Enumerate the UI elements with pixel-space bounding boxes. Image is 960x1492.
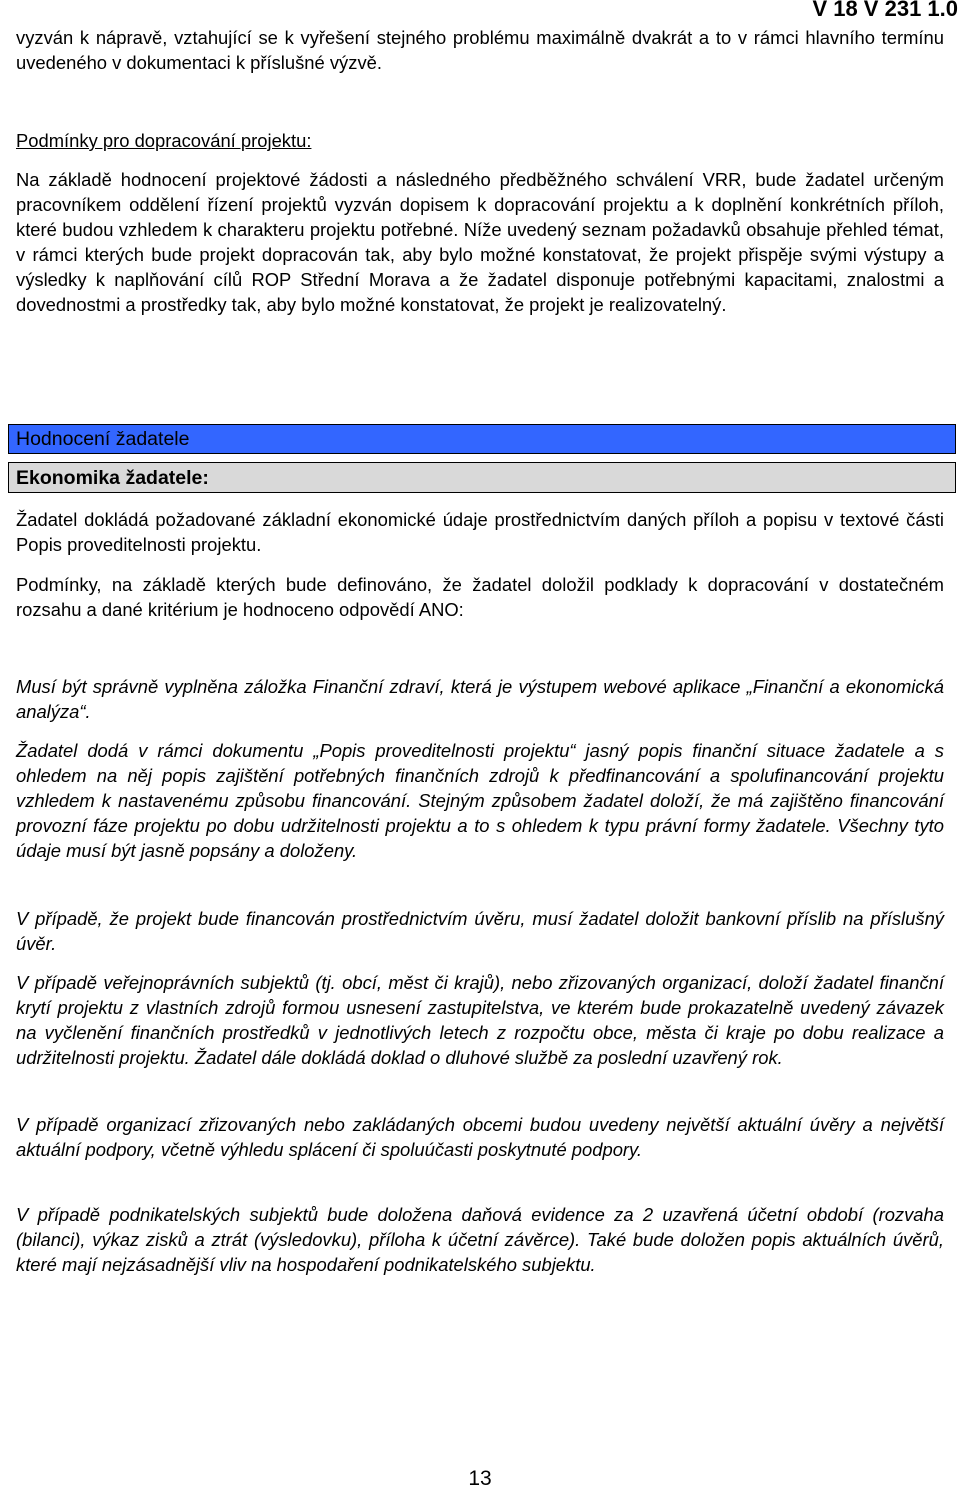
requirement-public-entities: V případě veřejnoprávních subjektů (tj. obcí, měst či krajů), nebo zřizovaných organizací, doloží žadatel finanční krytí projektu z vlastních zdrojů formou usnesení zastupitelstva, ve kterém bude prokazatelně uvedený závazek na vyčlenění finančních prostředků v jednotlivých letech z rozpočtu obce, města či kraje po dobu realizace a udržitelnosti projektu. Žadatel dále dokládá doklad o dluhové službě za poslední uzavřený rok. [16, 972, 944, 1068]
section-title-band [8, 424, 956, 454]
conditions-body-part2: Níže uvedený seznam požadavků obsahuje přehled témat, v rámci kterých bude projekt dopracován tak, aby bylo možné konstatovat, že projekt přispěje svými výstupy a výsledky k naplňování cílů ROP Střední Morava a že žadatel disponuje potřebnými kapacitami, znalostmi a dovednostmi a prostředky tak, aby bylo možné konstatovat, že projekt je realizovatelný. [16, 219, 944, 315]
requirement-business-entities: V případě podnikatelských subjektů bude doložena daňová evidence za 2 uzavřená účetní období (rozvaha (bilanci), výkaz zisků a ztrát (výsledovku), příloha k účetní závěrce). Také bude doložen popis aktuálních úvěrů, které mají nejzásadnější vliv na hospodaření podnikatelského subjektu. [16, 1204, 944, 1275]
section-subtitle-band [8, 462, 956, 493]
conditions-body [16, 167, 944, 317]
requirement-feasibility-description: Žadatel dodá v rámci dokumentu „Popis proveditelnosti projektu“ jasný popis finanční situace žadatele a s ohledem na něj popis zajištění potřebných finančních zdrojů k předfinancování a spolufinancování projektu vzhledem k nastavenému způsobu financování. Stejným způsobem žadatel doloží, že má zajištěno financování provozní fáze projektu po dobu udržitelnosti projektu a to s ohledem k typu právní formy žadatele. Všechny tyto údaje musí být jasně popsány a doloženy. [16, 740, 944, 861]
intro-continuation: vyzván k nápravě, vztahující se k vyřešení stejného problému maximálně dvakrát a to v rámci hlavního termínu uvedeného v dokumentaci k příslušné výzvě. [16, 27, 944, 73]
requirement-financial-health: Musí být správně vyplněna záložka Finanční zdraví, která je výstupem webové aplikace „Finanční a ekonomická analýza“. [16, 676, 944, 722]
requirement-bank-loan: V případě, že projekt bude financován prostřednictvím úvěru, musí žadatel doložit bankovní příslib na příslušný úvěr. [16, 908, 944, 954]
section-subtitle: Ekonomika žadatele: [16, 467, 209, 489]
economics-paragraph-1: Žadatel dokládá požadované základní ekonomické údaje prostřednictvím daných příloh a popisu v textové části Popis proveditelnosti projektu. [16, 509, 944, 555]
section-title: Hodnocení žadatele [16, 428, 190, 450]
document-version: V 18 V 231 1.0 [812, 0, 958, 21]
economics-paragraph-2: Podmínky, na základě kterých bude definováno, že žadatel doložil podklady k dopracování v dostatečném rozsahu a dané kritérium je hodnoceno odpovědí ANO: [16, 574, 944, 620]
conditions-heading: Podmínky pro dopracování projektu: [16, 130, 312, 151]
conditions-body-part1: Na základě hodnocení projektové žádosti a následného předběžného schválení VRR, bude žadatel určeným pracovníkem oddělení řízení projektů vyzván dopisem k dopracování projektu a k doplnění konkrétních příloh, které budou vzhledem k charakteru projektu potřebné. [16, 169, 944, 240]
requirement-municipal-organizations: V případě organizací zřizovaných nebo zakládaných obcemi budou uvedeny největší aktuální úvěry a největší aktuální podpory, včetně výhledu splácení či spoluúčasti poskytnuté podpory. [16, 1114, 944, 1160]
page-number: 13 [468, 1467, 492, 1490]
